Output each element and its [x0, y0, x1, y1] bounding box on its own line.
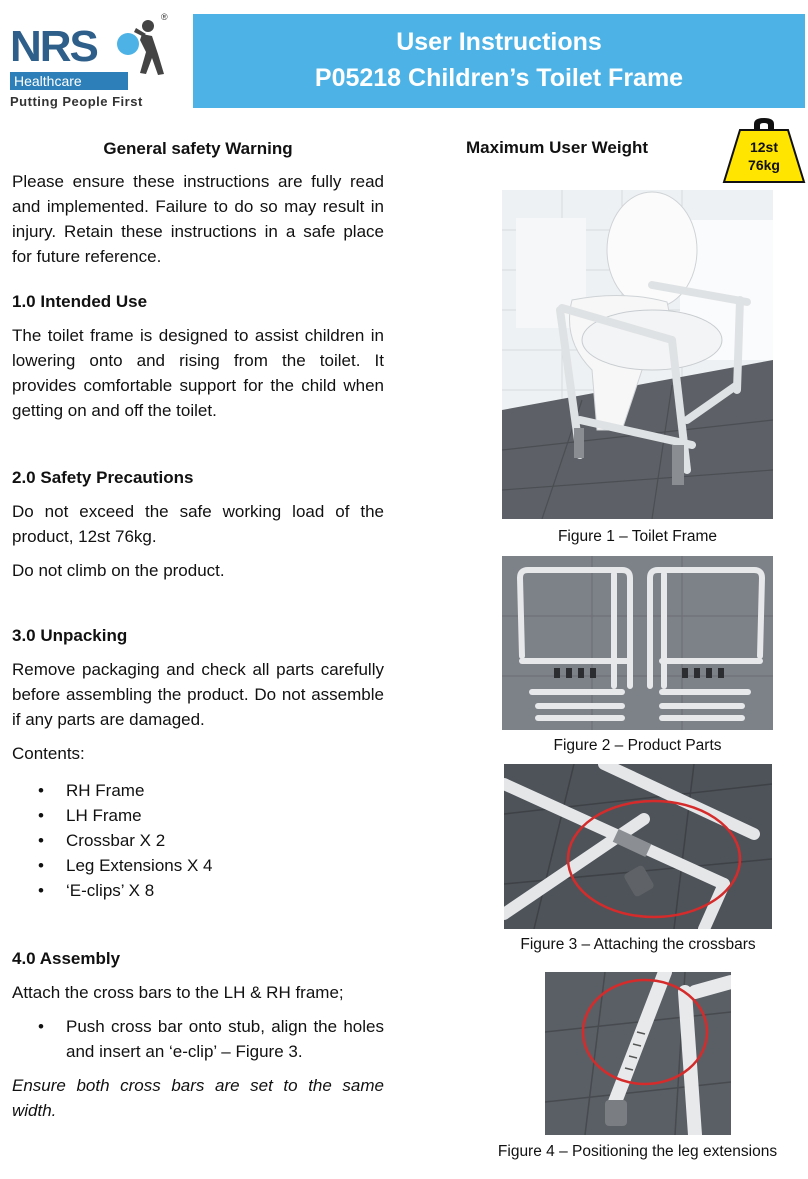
contents-label: Contents: [12, 744, 85, 763]
figure-1-photo [502, 190, 773, 519]
section-4-heading: 4.0 Assembly [12, 949, 121, 968]
registered-mark: ® [161, 12, 168, 22]
warning-text: Please ensure these instructions are fully read and implemented. Failure to do so may result in injury. Retain these instructions in a safe place for future reference. [12, 172, 384, 266]
figure-2-photo [502, 556, 773, 730]
section-2-text-climb: Do not climb on the product. [12, 561, 225, 580]
list-item: • ‘E-clips’ X 8 [12, 878, 384, 903]
banner-product: P05218 Children’s Toilet Frame [314, 64, 684, 92]
nrs-healthcare-logo [8, 14, 173, 114]
logo-tagline: Putting People First [10, 94, 143, 109]
figure-1-caption: Figure 1 – Toilet Frame [557, 528, 718, 545]
section-4-note: Ensure both cross bars are set to the same width. [12, 1076, 384, 1120]
section-1-text: The toilet frame is designed to assist children in lowering onto and rising from the toilet. It provides comfortable support for the child when getting on and off the toilet. [12, 326, 384, 420]
banner-title: User Instructions [396, 28, 602, 56]
title-banner [193, 14, 805, 108]
weight-kg: 76kg [748, 157, 780, 173]
section-3-text: Remove packaging and check all parts carefully before assembling the product. Do not assemble if any parts are damaged. [12, 660, 384, 729]
section-2-heading: 2.0 Safety Precautions [12, 468, 194, 487]
figure-2-caption: Figure 2 – Product Parts [553, 737, 722, 754]
contents-list [12, 778, 384, 903]
list-item: • LH Frame [12, 803, 384, 828]
section-4-text: Attach the cross bars to the LH & RH frame; [12, 983, 344, 1002]
figure-3-caption: Figure 3 – Attaching the crossbars [520, 936, 756, 953]
list-item: • Push cross bar onto stub, align the holes and insert an ‘e-clip’ – Figure 3. [12, 1014, 384, 1064]
warning-heading: General safety Warning [103, 139, 293, 158]
figure-4-photo [545, 972, 731, 1135]
logo-brand: NRS [10, 22, 97, 71]
figure-3-photo [504, 764, 772, 929]
list-item: • RH Frame [12, 778, 384, 803]
instructions-column [12, 136, 384, 1123]
max-weight-heading: Maximum User Weight [466, 138, 649, 157]
section-3-heading: 3.0 Unpacking [12, 626, 128, 645]
logo-division: Healthcare [10, 72, 128, 90]
figure-4-caption: Figure 4 – Positioning the leg extensions [497, 1143, 778, 1160]
person-ball-icon [112, 18, 168, 78]
list-item: • Crossbar X 2 [12, 828, 384, 853]
weight-st: 12st [749, 139, 779, 155]
section-1-heading: 1.0 Intended Use [12, 292, 148, 311]
list-item: • Leg Extensions X 4 [12, 853, 384, 878]
weight-icon [722, 118, 806, 184]
section-2-text-load: Do not exceed the safe working load of the product, 12st 76kg. [12, 502, 384, 546]
assembly-list [12, 1014, 384, 1064]
